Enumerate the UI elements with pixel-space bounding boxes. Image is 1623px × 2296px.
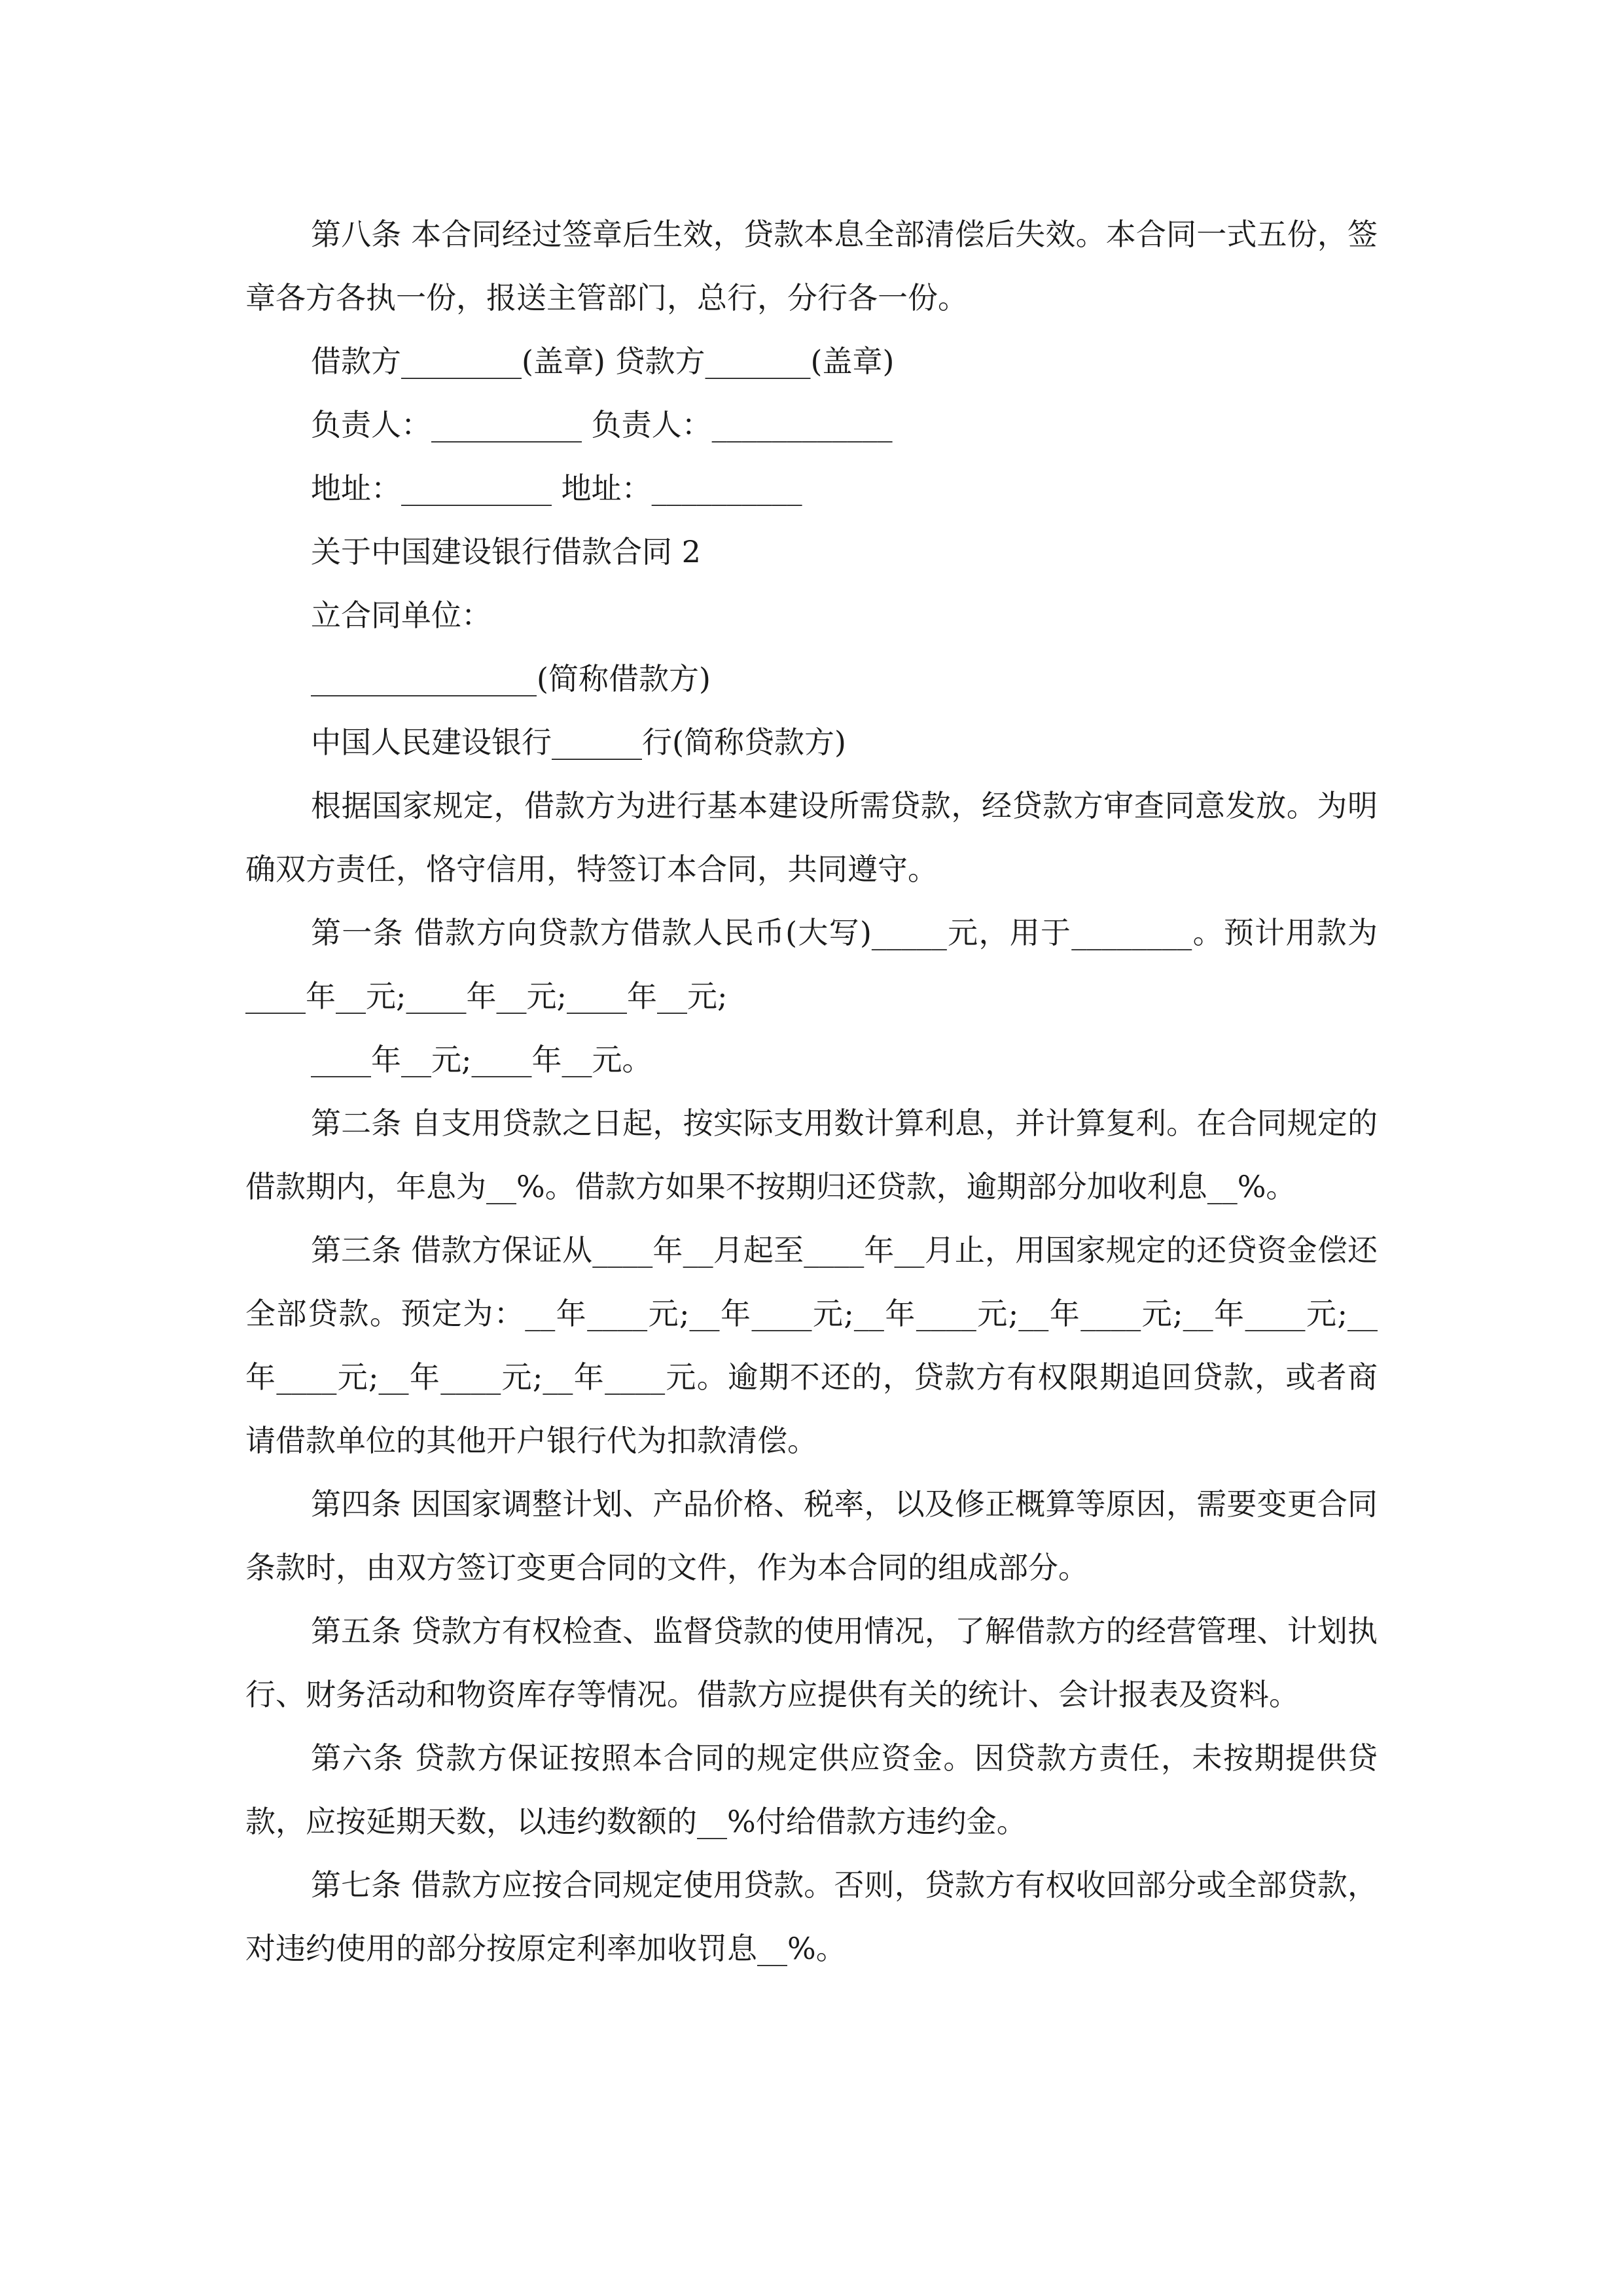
article-7: 第七条 借款方应按合同规定使用贷款。否则，贷款方有权收回部分或全部贷款，对违约使用的部分按原定利率加收罚息__%。 (245, 1867, 1378, 1966)
article-4: 第四条 因国家调整计划、产品价格、税率，以及修正概算等原因，需要变更合同条款时，由双方签订变更合同的文件，作为本合同的组成部分。 (245, 1486, 1378, 1585)
article-3: 第三条 借款方保证从____年__月起至____年__月止，用国家规定的还贷资金偿还全部贷款。预定为：__年____元;__年____元;__年____元;__年____元;__年____元;__年____元;__年____元;__年____元。逾期不还的，贷款方有权限期追回贷款，或者商请借款单位的其他开户银行代为扣款清偿。 (245, 1232, 1378, 1458)
article-8: 第八条 本合同经过签章后生效，贷款本息全部清偿后失效。本合同一式五份，签章各方各执一份，报送主管部门，总行，分行各一份。 (245, 217, 1378, 315)
signature-responsible: 负责人：__________ 负责人：____________ (311, 407, 893, 442)
contract-2-title: 关于中国建设银行借款合同 2 (311, 534, 701, 569)
signature-parties: 借款方________(盖章) 贷款方_______(盖章) (311, 344, 895, 379)
signature-address: 地址：__________ 地址：__________ (311, 471, 802, 506)
article-5: 第五条 贷款方有权检查、监督贷款的使用情况，了解借款方的经营管理、计划执行、财务活动和物资库存等情况。借款方应提供有关的统计、会计报表及资料。 (245, 1613, 1378, 1712)
borrower-line: _______________(简称借款方) (311, 661, 711, 696)
article-2: 第二条 自支用贷款之日起，按实际支用数计算利息，并计算复利。在合同规定的借款期内，年息为__%。借款方如果不按期归还贷款，逾期部分加收利息__%。 (245, 1105, 1378, 1204)
preamble: 根据国家规定，借款方为进行基本建设所需贷款，经贷款方审查同意发放。为明确双方责任，恪守信用，特签订本合同，共同遵守。 (245, 788, 1378, 887)
article-6: 第六条 贷款方保证按照本合同的规定供应资金。因贷款方责任，未按期提供贷款，应按延期天数，以违约数额的__%付给借款方违约金。 (245, 1740, 1378, 1839)
lender-line: 中国人民建设银行______行(简称贷款方) (311, 725, 846, 760)
article-1-continuation: ____年__元;____年__元。 (311, 1042, 652, 1077)
article-1: 第一条 借款方向贷款方借款人民币(大写)_____元，用于________。预计用款为____年__元;____年__元;____年__元; (245, 915, 1378, 1014)
parties-label: 立合同单位： (311, 598, 491, 633)
